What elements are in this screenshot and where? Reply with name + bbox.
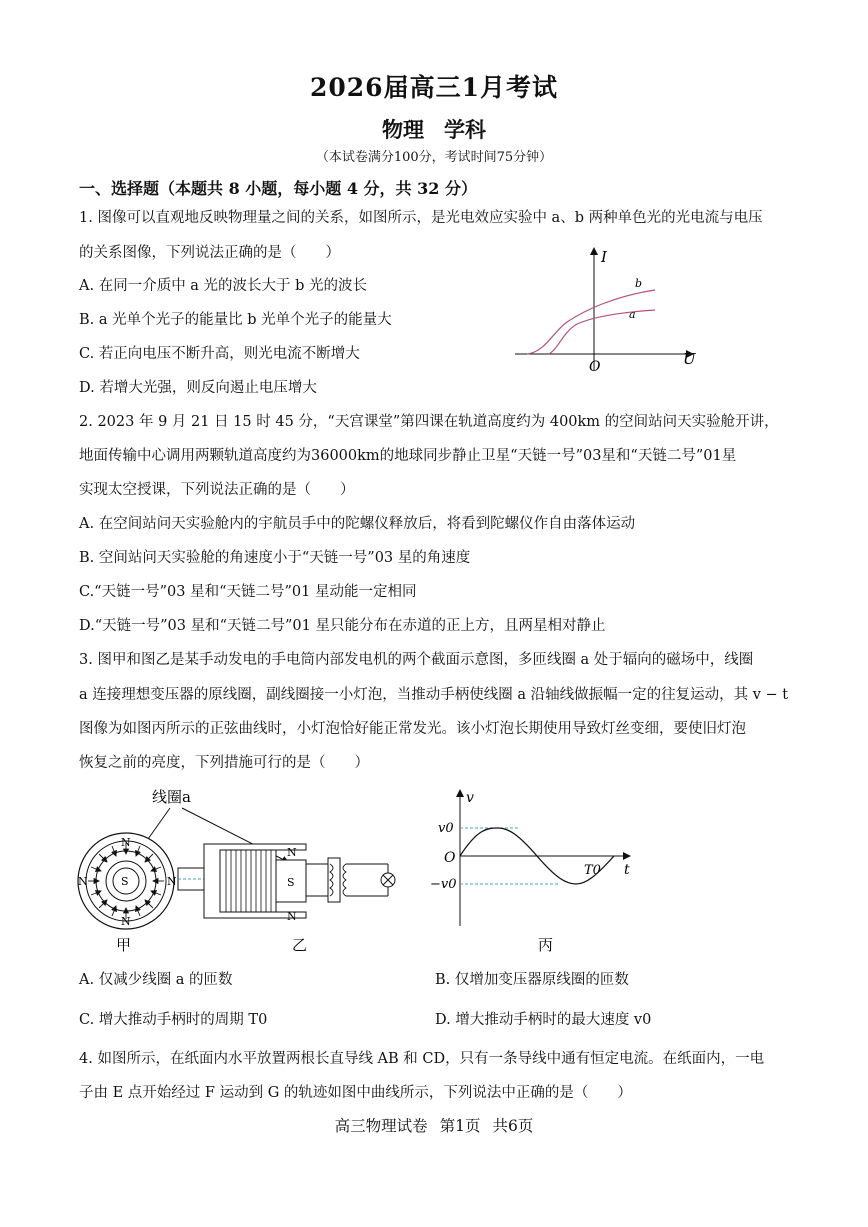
q2-option-c: C.“天链一号”03 星和“天链二号”01 星动能一定相同	[79, 584, 417, 600]
q3-vt-graph	[430, 784, 640, 956]
q1-a-label: a	[629, 308, 636, 321]
q3-option-d: D. 增大推动手柄时的最大速度 v0	[435, 1012, 652, 1028]
q3-option-b: B. 仅增加变压器原线圈的匝数	[435, 972, 629, 988]
svg-text:T0: T0	[584, 863, 601, 878]
q2-line1: 2. 2023 年 9 月 21 日 15 时 45 分，“天宫课堂”第四课在轨道高度约为 400km 的空间站问天实验舱开讲，	[79, 414, 779, 430]
q1-i-label: I	[601, 248, 607, 266]
svg-text:O: O	[444, 850, 456, 866]
exam-title: 2026届高三1月考试	[310, 73, 558, 102]
jia-cross-section	[78, 833, 177, 929]
q4-line1: 4. 如图所示，在纸面内水平放置两根长直导线 AB 和 CD，只有一条导线中通有恒定电流。在纸面内，一电	[79, 1051, 765, 1067]
q3-option-a: A. 仅减少线圈 a 的匝数	[79, 972, 233, 988]
q1-stem-line1: 1. 图像可以直观地反映物理量之间的关系，如图所示，是光电效应实验中 a、b 两种单色光的光电流与电压	[79, 210, 763, 226]
footer-total: 共6页	[492, 1117, 534, 1135]
q1-u-label: U	[683, 350, 696, 368]
q1-curve-a	[549, 310, 655, 354]
q3-line4: 恢复之前的亮度，下列措施可行的是（ ）	[79, 755, 369, 771]
svg-text:N: N	[78, 875, 88, 888]
q1-origin-label: O	[589, 359, 601, 375]
q3-line3: 图像为如图丙所示的正弦曲线时，小灯泡恰好能正常发光。该小灯泡长期使用导致灯丝变细，要使旧灯泡	[79, 721, 746, 737]
section-heading: 一、选择题（本题共 8 小题，每小题 4 分，共 32 分）	[79, 179, 477, 198]
q1-option-a: A. 在同一介质中 a 光的波长大于 b 光的波长	[79, 278, 368, 294]
footer-page: 第1页	[439, 1117, 481, 1135]
svg-text:N: N	[287, 846, 297, 859]
svg-text:v: v	[466, 790, 474, 806]
exam-note: （本试卷满分100分，考试时间75分钟）	[315, 150, 553, 165]
label-bing: 丙	[538, 936, 554, 954]
q1-option-d: D. 若增大光强，则反向遏止电压增大	[79, 380, 317, 396]
q1-curve-b	[527, 290, 655, 354]
q1-iu-graph	[505, 240, 705, 376]
label-jia: 甲	[116, 936, 132, 954]
q1-stem-line2: 的关系图像，下列说法正确的是（ ）	[79, 245, 340, 261]
svg-text:S: S	[121, 875, 129, 888]
svg-text:N: N	[287, 910, 297, 923]
q4-line2: 子由 E 点开始经过 F 运动到 G 的轨迹如图中曲线所示，下列说法中正确的是（ ）	[79, 1085, 632, 1101]
yi-cross-section	[178, 844, 395, 923]
q3-line2: a 连接理想变压器的原线圈，副线圈接一小灯泡，当推动手柄使线圈 a 沿轴线做振幅一定的往复运动，其 v − t	[79, 687, 789, 703]
q3-line1: 3. 图甲和图乙是某手动发电的手电筒内部发电机的两个截面示意图，多匝线圈 a 处于辐向的磁场中，线圈	[79, 652, 754, 668]
q2-line3: 实现太空授课，下列说法正确的是（ ）	[79, 482, 355, 498]
svg-text:S: S	[287, 876, 295, 889]
svg-text:N: N	[121, 915, 131, 928]
q3-option-c: C. 增大推动手柄时的周期 T0	[79, 1012, 268, 1028]
subject-part-b: 学科	[444, 117, 486, 142]
svg-text:v0: v0	[438, 821, 454, 836]
q2-line2: 地面传输中心调用两颗轨道高度约为36000km的地球同步静止卫星“天链一号”03星和“天链二号”01星	[79, 448, 737, 464]
svg-text:−v0: −v0	[430, 877, 457, 892]
page-footer	[0, 1114, 868, 1136]
q2-option-d: D.“天链一号”03 星和“天链二号”01 星只能分布在赤道的正上方，且两星相对静止	[79, 618, 606, 634]
q3-generator-figure	[70, 784, 410, 956]
q1-option-c: C. 若正向电压不断升高，则光电流不断增大	[79, 346, 360, 362]
footer-paper: 高三物理试卷	[334, 1117, 428, 1135]
svg-text:t: t	[624, 862, 630, 878]
svg-text:N: N	[167, 875, 177, 888]
q1-b-label: b	[635, 277, 643, 290]
subject-part-a: 物理	[382, 117, 424, 142]
svg-text:N: N	[121, 836, 131, 849]
q3-coil-label: 线圈a	[152, 788, 191, 806]
exam-subject	[0, 114, 868, 144]
q2-option-a: A. 在空间站问天实验舱内的宇航员手中的陀螺仪释放后，将看到陀螺仪作自由落体运动	[79, 516, 636, 532]
q2-option-b: B. 空间站问天实验舱的角速度小于“天链一号”03 星的角速度	[79, 550, 471, 566]
q1-option-b: B. a 光单个光子的能量比 b 光单个光子的能量大	[79, 312, 392, 328]
label-yi: 乙	[292, 936, 308, 954]
